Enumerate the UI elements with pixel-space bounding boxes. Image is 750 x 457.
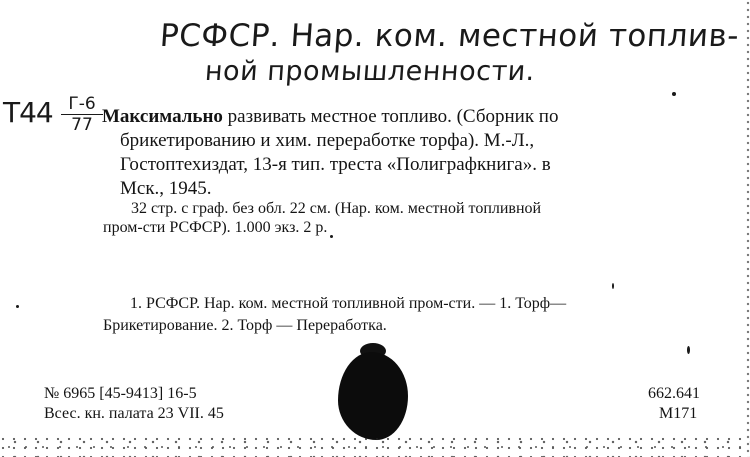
speck bbox=[330, 235, 333, 238]
classification-number: 662.641 bbox=[648, 385, 700, 402]
scan-edge-noise bbox=[746, 0, 750, 457]
handwritten-heading-line1: РСФСР. Нар. ком. местной топлив- bbox=[158, 18, 741, 54]
book-chamber-date: Всес. кн. палата 23 VII. 45 bbox=[44, 405, 224, 422]
entry-line3: Гостоптехиздат, 13-я тип. треста «Полиграфкнига». в bbox=[120, 154, 551, 175]
ink-blot bbox=[338, 352, 408, 440]
speck bbox=[612, 283, 614, 289]
entry-title-line bbox=[102, 105, 558, 128]
entry-line2: брикетированию и хим. переработке торфа). М.-Л., bbox=[120, 130, 535, 151]
speck bbox=[672, 92, 676, 96]
shelf-mark-code: Т44 bbox=[3, 96, 53, 129]
shelf-fraction-top: Г-6 bbox=[61, 96, 103, 115]
entry-title-bold: Максимально bbox=[102, 106, 223, 127]
handwritten-heading-line2: ной промышленности. bbox=[203, 56, 536, 87]
shelf-mark-fraction bbox=[61, 96, 103, 134]
collation-line2: пром-сти РСФСР). 1.000 экз. 2 р. bbox=[103, 219, 328, 236]
speck bbox=[687, 346, 690, 354]
entry-title-rest: развивать местное топливо. (Сборник по bbox=[222, 106, 559, 127]
author-mark: М171 bbox=[659, 405, 698, 422]
shelf-fraction-bottom: 77 bbox=[71, 115, 93, 135]
collation-line1: 32 стр. с граф. без обл. 22 см. (Нар. ком. местной топливной bbox=[131, 200, 542, 217]
card-number: № 6965 [45-9413] 16-5 bbox=[44, 385, 197, 402]
tracings-line2: Брикетирование. 2. Торф — Переработка. bbox=[103, 317, 387, 334]
speck bbox=[16, 305, 19, 308]
tracings-line1: 1. РСФСР. Нар. ком. местной топливной пром-сти. — 1. Торф— bbox=[130, 295, 567, 312]
scan-bottom-noise bbox=[0, 435, 750, 457]
entry-line4: Мск., 1945. bbox=[120, 178, 212, 199]
